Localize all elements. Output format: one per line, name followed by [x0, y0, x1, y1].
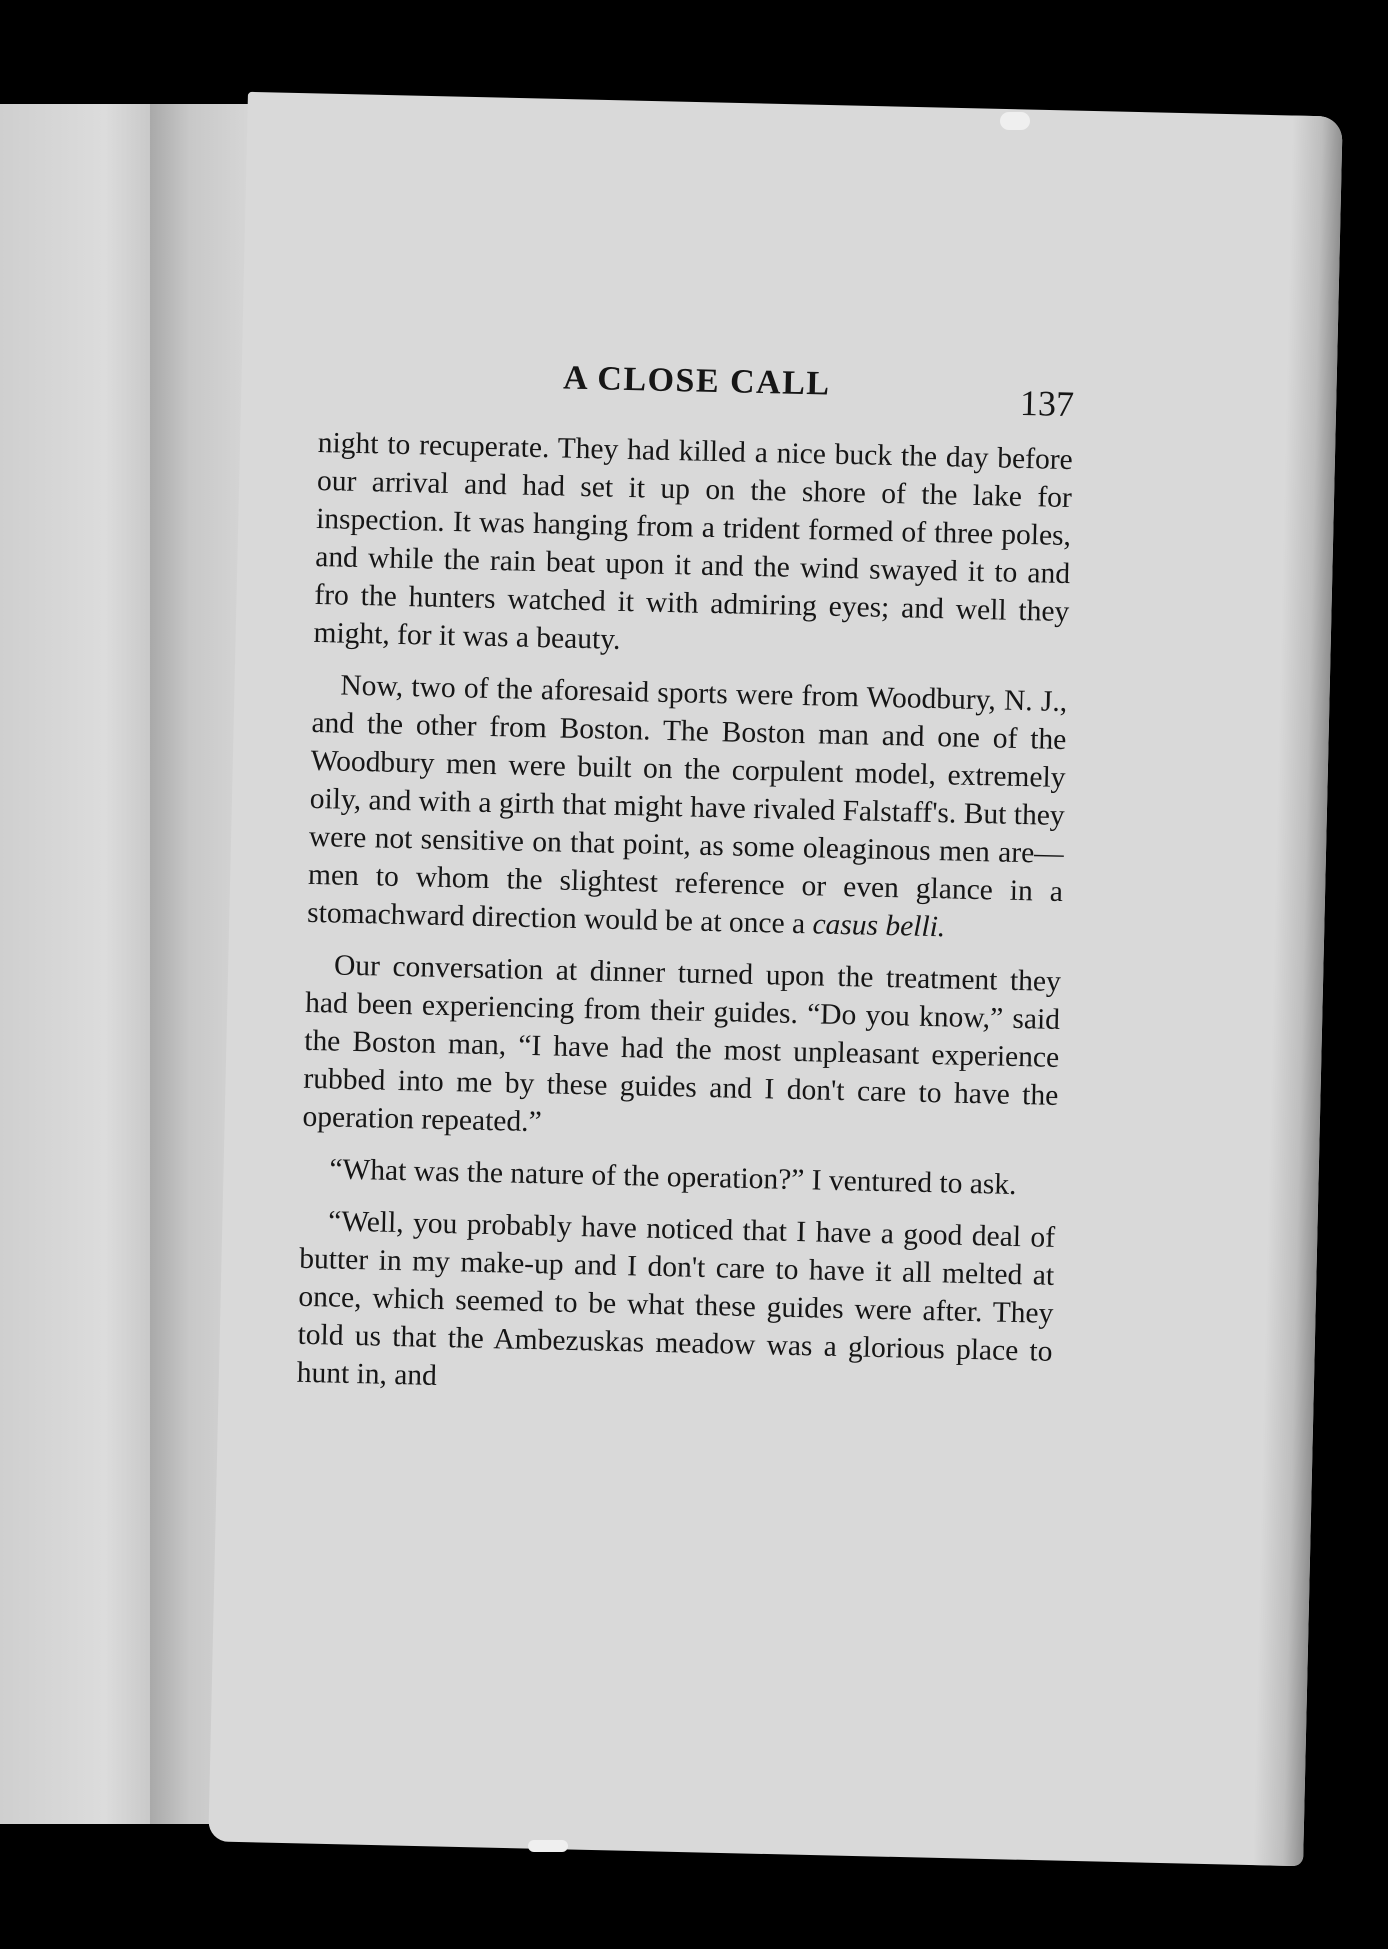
facing-page-edge	[0, 104, 150, 1824]
running-title: A CLOSE CALL	[562, 359, 831, 403]
paragraph	[307, 666, 1068, 949]
paper-blemish	[528, 1840, 568, 1852]
page-number: 137	[1019, 382, 1075, 425]
paragraph-text: night to recuperate. They had killed a nice buck the day before our arrival and had set it up on the shore of the lake for inspection. It was hanging from a trident formed of three poles, and while the rain beat upon it and the wind swayed it to and fro the hunters watched it with admiring eyes; and well they might, for it was a beauty.	[313, 426, 1074, 656]
paragraph-text: Now, two of the aforesaid sports were from Woodbury, N. J., and the other from Boston. The Boston man and one of the Woodbury men were built on the corpulent model, extremely oily, and with a girth that might have rivaled Falstaff's. But they were not sensitive on that point, as some oleaginous men are—men to whom the slightest reference or even glance in a stomachward direction would be at once a	[306, 669, 1068, 941]
paragraph	[296, 1202, 1055, 1409]
paragraph-text: “What was the nature of the operation?” I ventured to ask.	[329, 1153, 1017, 1202]
paper-blemish	[1000, 112, 1030, 130]
page-edge-shadow	[1253, 116, 1343, 1867]
paragraph-text: Our conversation at dinner turned upon the treatment they had been experiencing from their guides. “Do you know,” said the Boston man, “I have had the most unpleasant experience rubbed into me by these guides and I don't care to have the operation repeated.”	[302, 949, 1062, 1139]
page-content	[296, 350, 1075, 1423]
paragraph	[302, 946, 1061, 1153]
italic-phrase: casus belli.	[812, 908, 946, 944]
paragraph	[313, 424, 1073, 669]
paragraph	[301, 1150, 1057, 1205]
paragraph-text: “Well, you probably have noticed that I have a good deal of butter in my make-up and I don't care to have it all melted at once, which seemed to be what these guides were after. They told us that the Ambezuskas meadow was a glorious place to hunt in, and	[296, 1205, 1056, 1392]
